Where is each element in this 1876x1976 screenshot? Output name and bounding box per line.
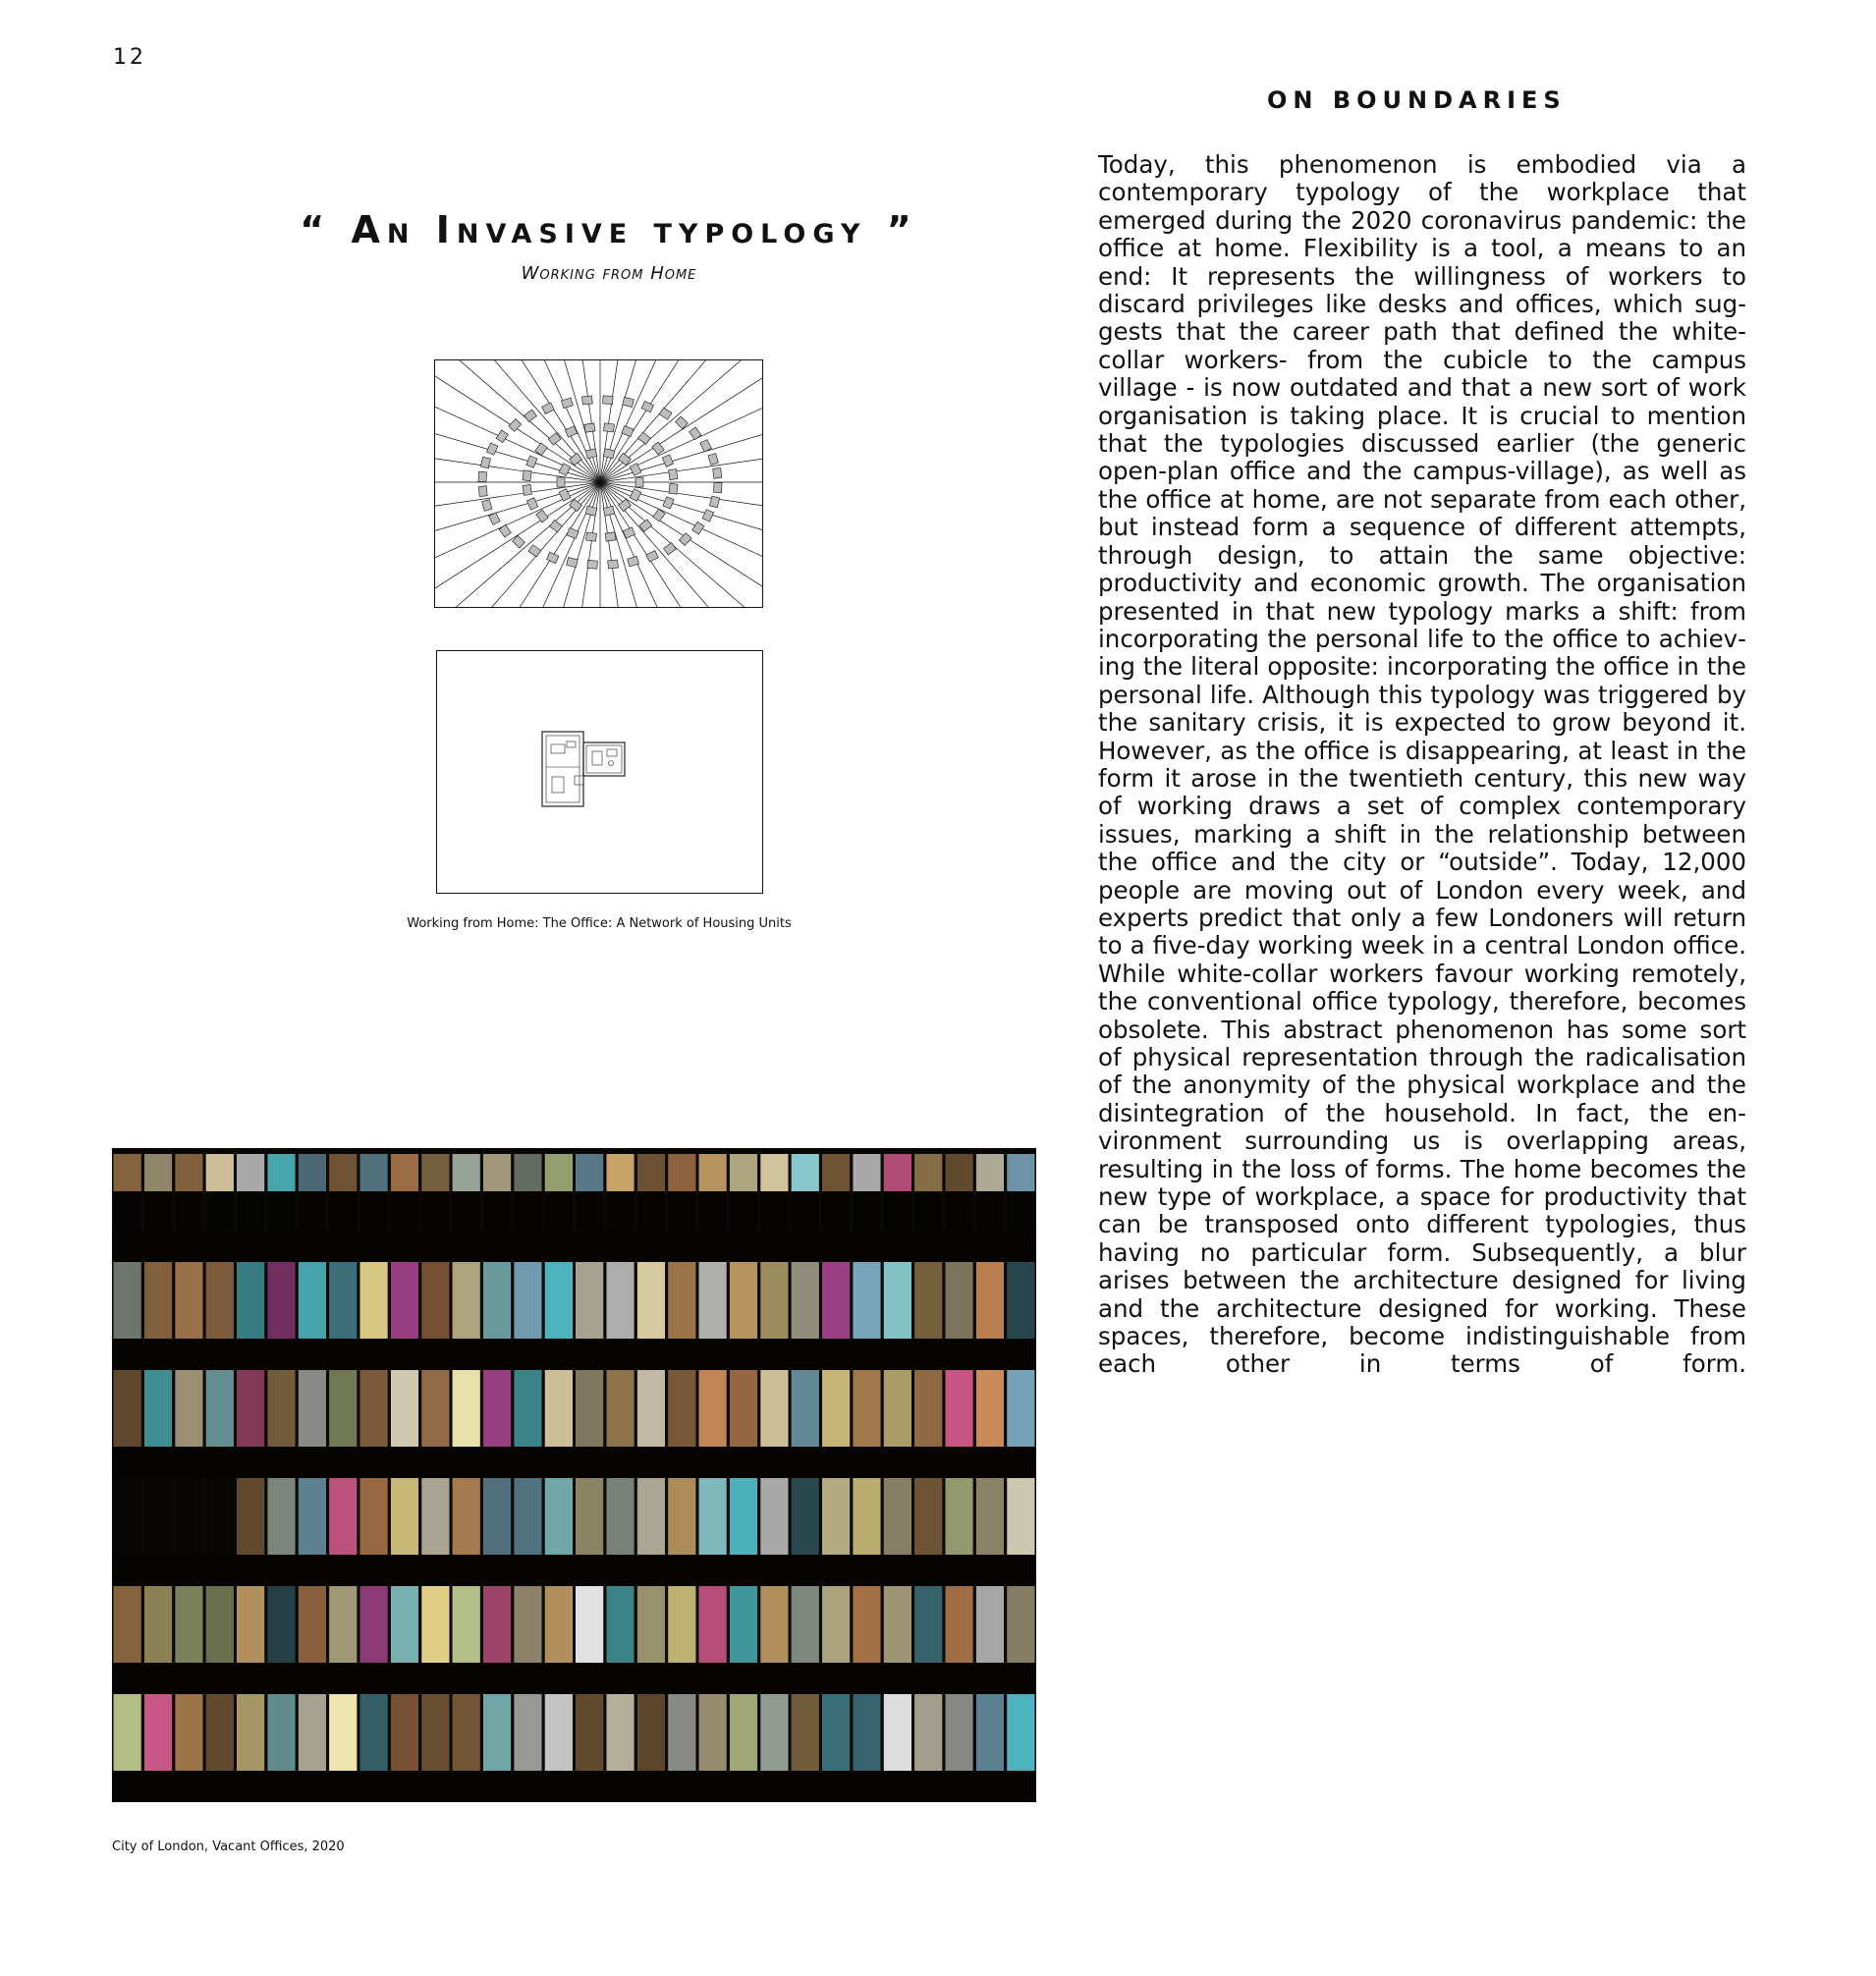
body-paragraph: Today, this phenomenon is embodied via a contemporary typology of the workplace that emerged during the 2020 coronavirus pandemic: the office at home. Flexibility is a tool, a means to an end: It represents the willingness of workers to discard privileges like desks and offices, which suggests that the career path that defined the white-collar workers- from the cubicle to the campus village - is now outdated and that a new sort of work organisation is taking place. It is crucial to mention that the typologies discussed earlier (the generic open-plan office and the campus-village), as well as the office at home, are not separate from each other, but instead form a sequence of different attempts, through design, to attain the same objective: productivity and economic growth. The organisation presented in that new typology marks a shift: from incorporating the personal life to the office to achieving the literal opposite: incorporating the office in the personal life. Although this typology was triggered by the sanitary crisis, it is expected to grow beyond it. However, as the office is disappearing, at least in the form it arose in the twentieth century, this new way of working draws a set of complex contemporary issues, marking a shift in the relationship between the office and the city or “outside”. Today, 12,000 people are moving out of London every week, and experts predict that only a few Londoners will return to a five-day working week in a central London office. While white-collar workers favour working remotely, the conventional office typology, therefore, becomes obsolete. This abstract phenomenon has some sort of physical representation through the radicalisation of the anonymity of the physical workplace and the disintegration of the household. In fact, the environment surrounding us is overlapping areas, resulting in the loss of forms. The home becomes the new type of workplace, a space for productivity that can be transposed onto different typologies, thus having no particular form. Subsequently, a blur arises between the architecture designed for living and the architecture designed for working. These spaces, therefore, become indistinguishable from each other in terms of form.	[1098, 150, 1746, 1379]
radial-office-diagram	[434, 359, 763, 608]
housing-unit-plan	[436, 650, 763, 894]
night-office-facade-photo	[112, 1148, 1036, 1802]
apartment-floor-plan	[542, 732, 625, 806]
page-number: 12	[113, 45, 146, 70]
figure-caption-diagrams: Working from Home: The Office: A Network of Housing Units	[407, 916, 792, 931]
figure-caption-photo: City of London, Vacant Offices, 2020	[112, 1839, 345, 1854]
section-title: “ An Invasive typology ”	[300, 208, 918, 251]
running-head: ON BOUNDARIES	[1267, 86, 1567, 114]
section-subtitle: Working from Home	[521, 263, 697, 284]
